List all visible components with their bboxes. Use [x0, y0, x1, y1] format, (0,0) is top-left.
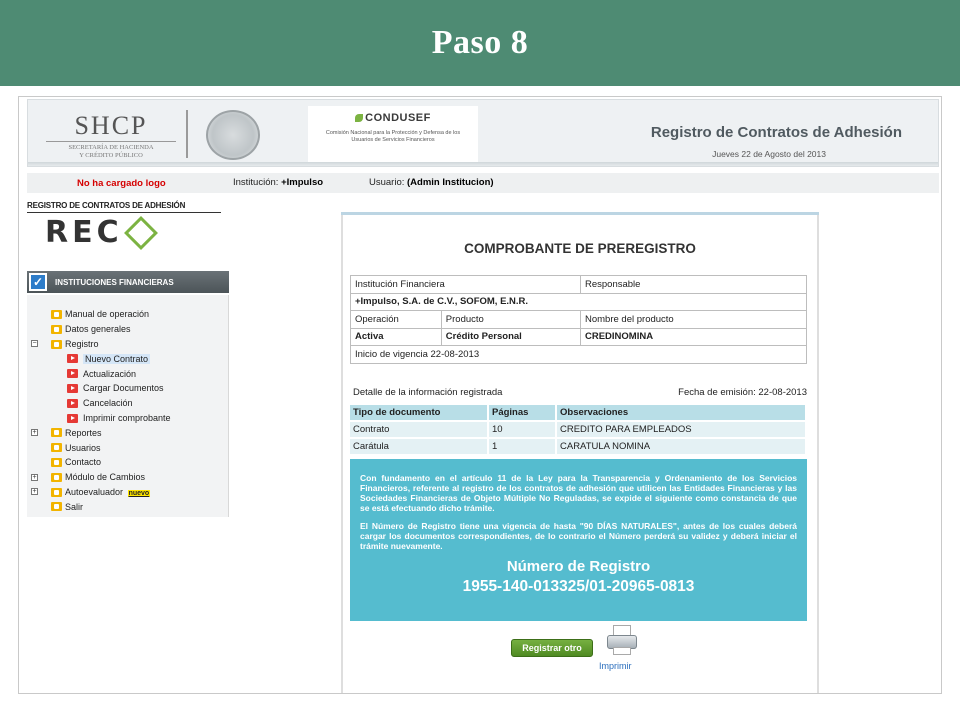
documents-table — [350, 405, 807, 454]
receipt-panel — [341, 215, 819, 693]
table-row — [351, 346, 807, 364]
new-badge: nuevo — [128, 489, 150, 497]
page-arrow-icon — [67, 414, 78, 423]
table-cell: CREDITO PARA EMPLEADOS — [556, 421, 806, 438]
national-seal-icon — [206, 110, 260, 160]
table-row — [351, 328, 807, 346]
sidebar-item-label: Autoevaluador — [65, 486, 124, 497]
table-cell: 1 — [488, 438, 556, 454]
table-row — [351, 311, 807, 329]
reca-wordmark — [45, 215, 221, 250]
slide-title: Paso 8 — [431, 24, 529, 61]
sidebar-header — [27, 271, 229, 293]
slide-header — [0, 0, 960, 86]
table-cell: 10 — [488, 421, 556, 438]
page-title: Registro de Contratos de Adhesión — [650, 124, 902, 141]
checkmark-icon: ✓ — [29, 273, 47, 291]
detail-label: Detalle de la información registrada — [353, 387, 503, 398]
sidebar-item-label: Actualización — [83, 368, 137, 379]
notice-paragraph-2: El Número de Registro tiene una vigencia de hasta "90 DÍAS NATURALES", antes de los cuales deberá cargar los documentos correspondientes, de lo contrario el Número perderá su validez y deberá iniciar el trámite nuevamente. — [360, 521, 797, 551]
folder-icon — [51, 325, 62, 334]
sidebar-item-imprimir-comprobante[interactable] — [27, 411, 228, 426]
sidebar-item-label: Manual de operación — [65, 309, 150, 320]
column-header: Páginas — [488, 405, 556, 421]
register-another-button[interactable]: Registrar otro — [511, 639, 593, 657]
folder-icon — [51, 443, 62, 452]
validity-start: Inicio de vigencia 22-08-2013 — [351, 346, 807, 364]
sidebar-header-label: INSTITUCIONES FINANCIERAS — [55, 277, 174, 287]
sidebar-item-autoevaluador[interactable] — [27, 485, 228, 500]
legal-notice — [350, 459, 807, 621]
folder-icon — [51, 310, 62, 319]
reca-word: REC — [45, 215, 123, 250]
sidebar-item-label: Imprimir comprobante — [83, 412, 171, 423]
condusef-name: CONDUSEF — [365, 112, 431, 124]
table-cell: Carátula — [350, 438, 488, 454]
sidebar-item-salir[interactable] — [27, 499, 228, 514]
sidebar-item-registro[interactable] — [27, 337, 228, 352]
sidebar-item-label: Registro — [65, 338, 99, 349]
leaf-icon — [355, 114, 363, 122]
shcp-logo — [46, 112, 176, 160]
institution-prefix: Institución: — [233, 177, 279, 188]
info-bar — [27, 173, 939, 193]
condusef-subtitle: Comisión Nacional para la Protección y Defensa de los Usuarios de Servicios Financieros — [325, 130, 461, 143]
sidebar-item-contacto[interactable] — [27, 455, 228, 470]
sidebar-item-manual[interactable] — [27, 307, 228, 322]
reca-mark-icon — [124, 216, 158, 250]
sidebar-item-datos-generales[interactable] — [27, 322, 228, 337]
detail-row — [353, 387, 807, 398]
table-cell: CARATULA NOMINA — [556, 438, 806, 454]
sidebar-item-label-group — [65, 487, 150, 497]
registration-number-label: Número de Registro — [506, 558, 651, 575]
sidebar-item-label: Usuarios — [65, 442, 101, 453]
folder-icon — [51, 473, 62, 482]
sidebar-item-label: Datos generales — [65, 324, 131, 335]
banner-bottom-bar — [28, 162, 938, 166]
contract-info-table — [350, 275, 807, 364]
no-logo-notice: No ha cargado logo — [77, 178, 166, 189]
shcp-subtitle-line-1: SECRETARÍA DE HACIENDA — [68, 144, 154, 151]
folder-icon — [51, 340, 62, 349]
sidebar-item-label: Reportes — [65, 427, 102, 438]
page-arrow-icon — [67, 369, 78, 378]
condusef-logo — [308, 106, 478, 164]
operation-label: Operación — [351, 311, 442, 329]
expand-icon[interactable]: + — [32, 429, 37, 437]
current-date: Jueves 22 de Agosto del 2013 — [712, 149, 826, 159]
left-column — [27, 197, 229, 517]
institution-label: Institución Financiera — [351, 276, 581, 294]
product-name-value: CREDINOMINA — [581, 328, 807, 346]
responsible-label: Responsable — [581, 276, 807, 294]
table-row — [350, 438, 806, 454]
sidebar-item-label: Módulo de Cambios — [65, 472, 146, 483]
sidebar-item-cancelacion[interactable] — [27, 396, 228, 411]
product-label: Producto — [441, 311, 580, 329]
condusef-wordmark — [308, 112, 478, 130]
sidebar-item-nuevo-contrato[interactable] — [27, 351, 228, 366]
sidebar-item-usuarios[interactable] — [27, 440, 228, 455]
product-value: Crédito Personal — [441, 328, 580, 346]
reca-logo — [27, 201, 221, 261]
column-header: Observaciones — [556, 405, 806, 421]
institution-name: +Impulso — [281, 177, 324, 188]
folder-icon — [51, 458, 62, 467]
app-screenshot — [18, 96, 942, 694]
table-row — [351, 276, 807, 294]
folder-icon — [51, 488, 62, 497]
user-info — [369, 177, 494, 188]
shcp-word: SHCP — [74, 111, 148, 140]
collapse-icon[interactable]: − — [32, 340, 37, 348]
receipt-title: COMPROBANTE DE PREREGISTRO — [464, 241, 696, 256]
printer-icon[interactable] — [605, 625, 639, 655]
page-arrow-icon — [67, 399, 78, 408]
expand-icon[interactable]: + — [32, 488, 37, 496]
print-link[interactable]: Imprimir — [599, 661, 632, 671]
sidebar-item-actualizacion[interactable] — [27, 366, 228, 381]
sidebar-item-cargar-documentos[interactable] — [27, 381, 228, 396]
expand-icon[interactable]: + — [32, 473, 37, 481]
page-arrow-icon — [67, 354, 78, 363]
sidebar-item-label: Salir — [65, 501, 84, 512]
user-name: (Admin Institucion) — [407, 177, 494, 188]
banner-divider — [186, 110, 188, 158]
sidebar-item-modulo-cambios[interactable] — [27, 470, 228, 485]
sidebar-menu — [27, 295, 229, 517]
folder-icon — [51, 428, 62, 437]
registration-number: 1955-140-013325/01-20965-0813 — [462, 578, 695, 595]
institution-value: +Impulso, S.A. de C.V., SOFOM, E.N.R. — [351, 293, 807, 311]
column-header: Tipo de documento — [350, 405, 488, 421]
folder-icon — [51, 502, 62, 511]
notice-paragraph-1: Con fundamento en el artículo 11 de la Ley para la Transparencia y Ordenamiento de los Servicios Financieros, referente al registro de los contratos de adhesión que utilicen las Entidades Financieras y las Sociedades Financieras de Objeto Múltiple No Reguladas, se expide el siguiente como constancia de que se está efectuando dicho trámite. — [360, 473, 797, 513]
table-header-row — [350, 405, 806, 421]
sidebar-item-label: Cargar Documentos — [83, 383, 164, 394]
table-cell: Contrato — [350, 421, 488, 438]
institution-info — [233, 177, 323, 188]
page-arrow-icon — [67, 384, 78, 393]
shcp-subtitle — [46, 141, 176, 160]
operation-value: Activa — [351, 328, 442, 346]
table-row — [351, 293, 807, 311]
reca-top-text: REGISTRO DE CONTRATOS DE ADHESIÓN — [27, 201, 221, 213]
table-row — [350, 421, 806, 438]
shcp-subtitle-line-2: Y CRÉDITO PÚBLICO — [79, 152, 143, 159]
sidebar-item-reportes[interactable] — [27, 425, 228, 440]
sidebar-item-label: Contacto — [65, 457, 102, 468]
printer-output-icon — [613, 647, 631, 655]
emission-date: Fecha de emisión: 22-08-2013 — [678, 387, 807, 398]
sidebar-item-label: Cancelación — [83, 398, 133, 409]
user-prefix: Usuario: — [369, 177, 405, 188]
app-banner — [27, 99, 939, 167]
product-name-label: Nombre del producto — [581, 311, 807, 329]
sidebar-item-label: Nuevo Contrato — [85, 353, 149, 364]
